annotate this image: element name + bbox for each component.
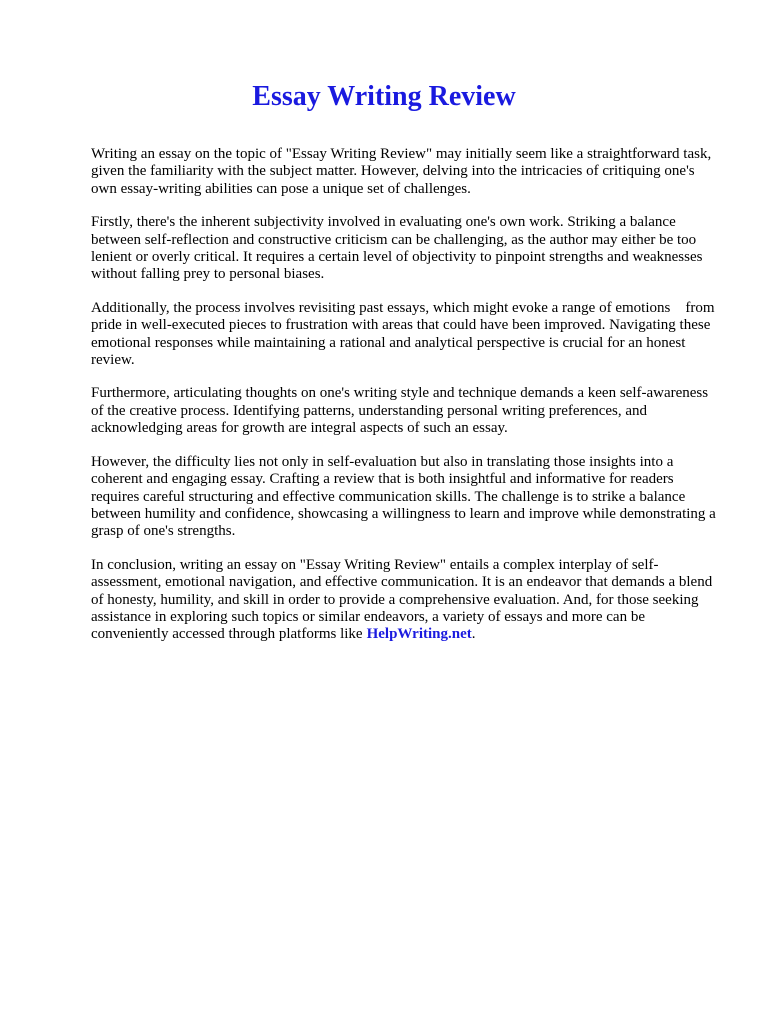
conclusion-text: In conclusion, writing an essay on "Essay Writing Review" entails a complex interplay of self-assessment, emotional navigation, and effective communication. It is an endeavor that demands a blend of honesty, humility, and skill in order to provide a comprehensive evaluation. And, for those seeking assistance in exploring such topics or similar endeavors, a variety of essays and more can be conveniently accessed through platforms like <box>91 556 713 643</box>
document-title: Essay Writing Review <box>252 81 516 112</box>
paragraph-1: Writing an essay on the topic of "Essay Writing Review" may initially seem like a straightforward task, given the familiarity with the subject matter. However, delving into the intricacies of critiquing one's own essay-writing abilities can pose a unique set of challenges. <box>91 146 712 197</box>
paragraph-2: Firstly, there's the inherent subjectivity involved in evaluating one's own work. Striking a balance between self-reflection and constructive criticism can be challenging, as the author may either be too lenient or overly critical. It requires a certain level of objectivity to pinpoint strengths and weaknesses without falling prey to personal biases. <box>91 214 703 283</box>
helpwriting-link[interactable]: HelpWriting.net <box>366 626 472 643</box>
paragraph-5: However, the difficulty lies not only in self-evaluation but also in translating those insights into a coherent and engaging essay. Crafting a review that is both insightful and informative for readers requires careful structuring and effective communication skills. The challenge is to strike a balance between humility and confidence, showcasing a willingness to learn and improve while demonstrating a grasp of one's strengths. <box>91 453 716 540</box>
paragraph-3: Additionally, the process involves revisiting past essays, which might evoke a range of emotions from pride in well-executed pieces to frustration with areas that could have been improved. Navigating these emotional responses while maintaining a rational and analytical perspective is crucial for an honest review. <box>91 299 719 369</box>
conclusion-period: . <box>471 626 476 643</box>
document-body <box>91 146 723 660</box>
paragraph-conclusion <box>91 557 723 644</box>
paragraph-4: Furthermore, articulating thoughts on one's writing style and technique demands a keen self-awareness of the creative process. Identifying patterns, understanding personal writing preferences, and acknowledging areas for growth are integral aspects of such an essay. <box>91 385 709 437</box>
